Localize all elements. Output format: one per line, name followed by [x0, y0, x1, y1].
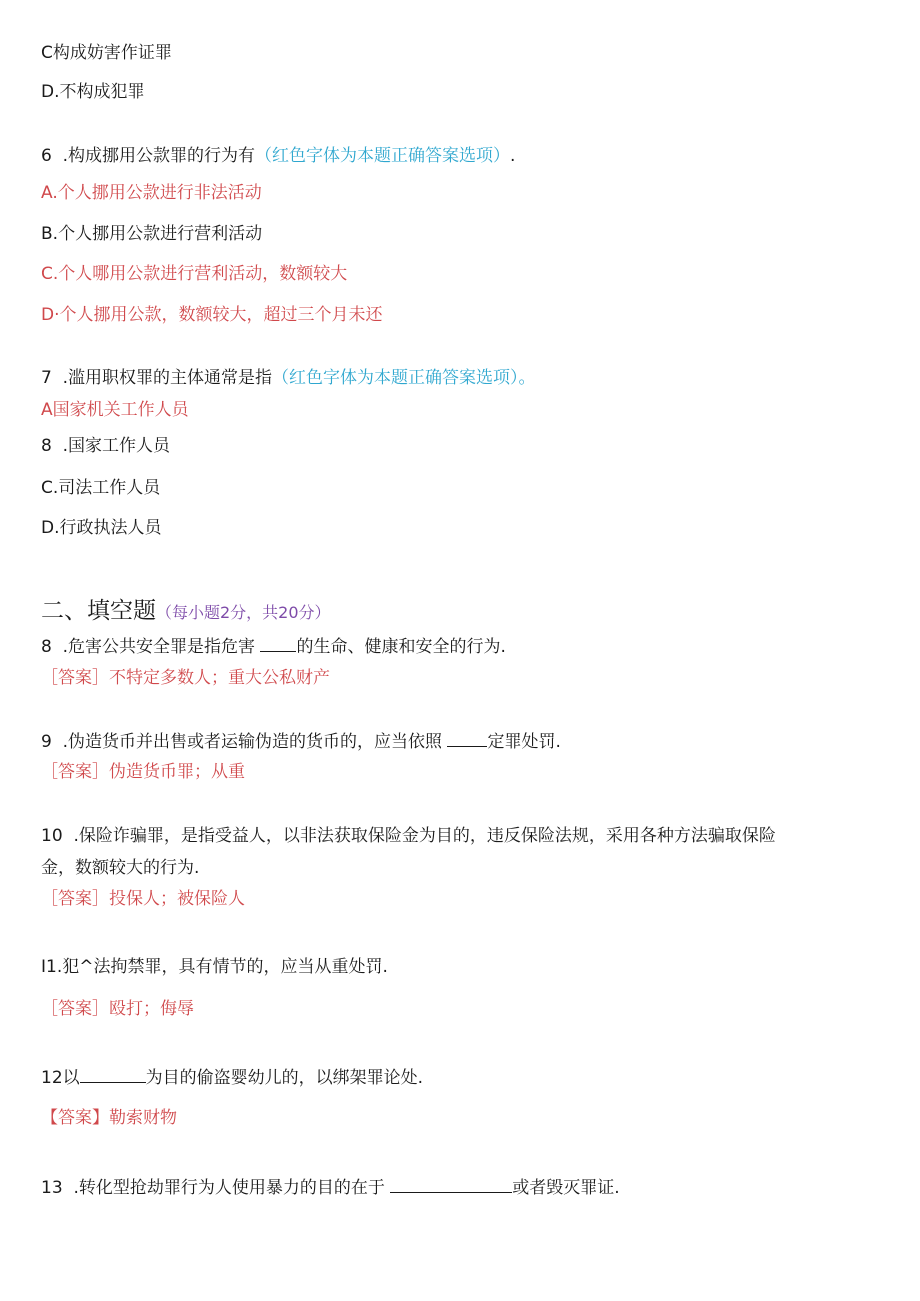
q13-post: 或者毁灭罪证. [512, 1178, 620, 1198]
q7-option-b [41, 434, 170, 458]
q10-stem-line1 [41, 824, 776, 848]
q13-pre: .转化型抢劫罪行为人使用暴力的目的在于 [73, 1178, 385, 1198]
q11-stem: I1.犯^法拘禁罪，具有情节的，应当从重处罚. [41, 957, 388, 977]
q13-number: 13 [41, 1178, 63, 1198]
section-heading [41, 596, 331, 628]
q7-option-a: A国家机关工作人员 [41, 400, 189, 420]
q10-answer: ［答案］投保人；被保险人 [41, 889, 245, 909]
q11-answer: ［答案］殴打；侮辱 [41, 999, 194, 1019]
q9-number: 9 [41, 732, 52, 752]
q8-blank [260, 634, 296, 652]
q9-blank [447, 729, 487, 747]
q6-stem-text: .构成挪用公款罪的行为有 [62, 146, 256, 166]
q7-option-d: D.行政执法人员 [41, 518, 162, 538]
q9-answer: ［答案］伪造货币罪；从重 [41, 762, 245, 782]
q7-number: 7 [41, 368, 52, 388]
q10-number: 10 [41, 826, 63, 846]
q10-stem-line2: 金，数额较大的行为. [41, 858, 200, 878]
q12-stem [41, 1065, 423, 1090]
q7-option-b-number: 8 [41, 436, 52, 456]
q12-post: 为目的偷盗婴幼儿的，以绑架罪论处. [145, 1068, 424, 1088]
q12-answer: 【答案】勒索财物 [41, 1108, 177, 1128]
q5-option-d: D.不构成犯罪 [41, 82, 145, 102]
q8-post: 的生命、健康和安全的行为. [296, 637, 506, 657]
section-title: 二、填空题 [41, 598, 156, 624]
q6-option-b: B.个人挪用公款进行营利活动 [41, 224, 263, 244]
q9-post: 定罪处罚. [487, 732, 561, 752]
q5-option-c: C构成妨害作证罪 [41, 43, 172, 63]
q7-option-b-text: .国家工作人员 [62, 436, 171, 456]
q12-pre: 12以 [41, 1068, 80, 1088]
q6-option-d: D·个人挪用公款，数额较大，超过三个月未还 [41, 305, 383, 325]
q6-hint: （红色字体为本题正确答案选项） [255, 146, 511, 166]
q8-answer: ［答案］不特定多数人；重大公私财产 [41, 668, 330, 688]
q8-pre: .危害公共安全罪是指危害 [62, 637, 256, 657]
q9-stem [41, 729, 561, 754]
q7-stem [41, 366, 536, 390]
q12-blank [80, 1065, 146, 1083]
q8-stem [41, 634, 506, 659]
q6-stem [41, 144, 515, 168]
section-subtitle: （每小题2分，共20分） [156, 603, 331, 622]
q7-stem-text: .滥用职权罪的主体通常是指 [62, 368, 273, 388]
q13-stem [41, 1175, 620, 1200]
q7-hint: （红色字体为本题正确答案选项）。 [272, 368, 536, 388]
q8-number: 8 [41, 637, 52, 657]
q6-option-a: A.个人挪用公款进行非法活动 [41, 183, 262, 203]
q7-option-c: C.司法工作人员 [41, 478, 161, 498]
q9-pre: .伪造货币并出售或者运输伪造的货币的，应当依照 [62, 732, 443, 752]
q6-number: 6 [41, 146, 52, 166]
q6-option-c: C.个人哪用公款进行营利活动，数额较大 [41, 264, 348, 284]
q6-tail: . [510, 146, 516, 166]
q10-line1: .保险诈骗罪，是指受益人，以非法获取保险金为目的，违反保险法规，采用各种方法骗取保险 [73, 826, 776, 846]
q13-blank [390, 1175, 512, 1193]
